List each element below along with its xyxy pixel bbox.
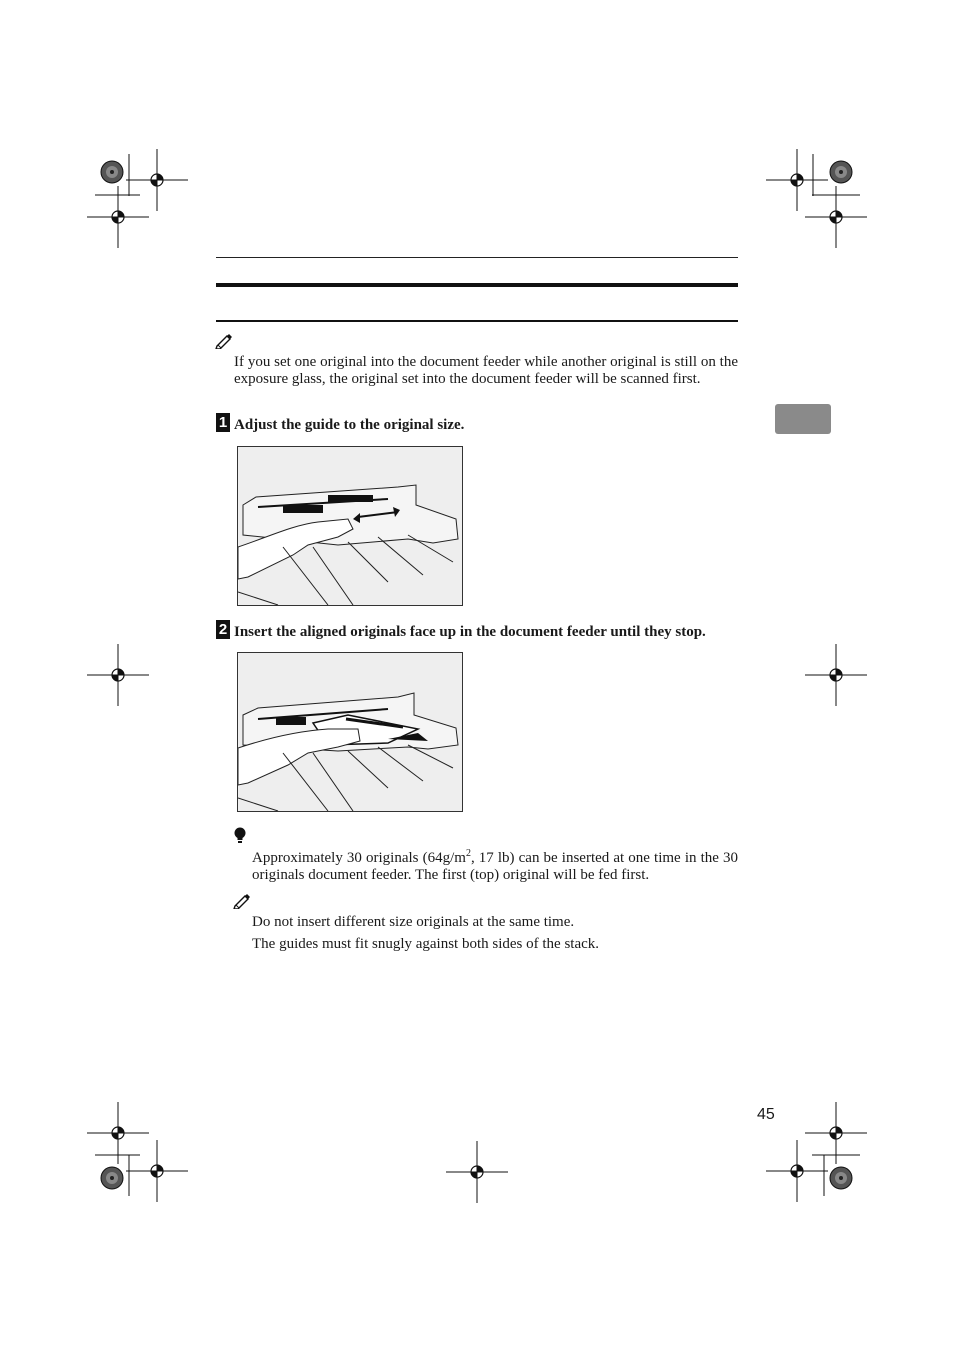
illustration-adjust-guide xyxy=(237,446,463,606)
header-rule-thin xyxy=(216,257,738,258)
superscript: 2 xyxy=(465,848,471,859)
note-item: Do not insert different size originals at the same time. xyxy=(252,914,575,930)
registration-starburst-icon xyxy=(101,161,123,183)
registration-starburst-icon xyxy=(830,161,852,183)
illustration-insert-originals xyxy=(237,652,463,812)
step-number: 2 xyxy=(216,620,230,639)
registration-target-icon xyxy=(87,644,149,706)
chapter-tab xyxy=(775,404,831,434)
registration-target-icon xyxy=(446,1141,508,1203)
lightbulb-icon xyxy=(233,827,247,844)
section-rule xyxy=(216,320,738,322)
step-number: 1 xyxy=(216,413,230,432)
registration-target-icon xyxy=(766,149,828,211)
registration-target-icon xyxy=(766,1140,828,1202)
registration-target-icon xyxy=(126,149,188,211)
limitation-text-start: Approximately 30 originals (64g/m xyxy=(252,850,466,866)
header-rule-thick xyxy=(216,283,738,287)
pencil-icon xyxy=(215,333,233,349)
pencil-icon xyxy=(233,893,251,909)
page-number: 45 xyxy=(757,1106,775,1123)
limitation-text xyxy=(252,850,738,884)
note-item: The guides must fit snugly against both sides of the stack. xyxy=(252,936,600,952)
registration-target-icon xyxy=(805,644,867,706)
registration-target-icon xyxy=(126,1140,188,1202)
note-text: If you set one original into the document feeder while another original is still on the exposure glass, the original set into the document feeder will be scanned first. xyxy=(234,354,738,387)
step-instruction: Insert the aligned originals face up in the document feeder until they stop. xyxy=(234,624,706,640)
limitation-text-end: , 17 lb) can be inserted at one time in the 30 originals document feeder. The first (top) original will be fed first. xyxy=(252,850,738,883)
step-instruction: Adjust the guide to the original size. xyxy=(234,417,465,433)
registration-starburst-icon xyxy=(101,1167,123,1189)
registration-starburst-icon xyxy=(830,1167,852,1189)
